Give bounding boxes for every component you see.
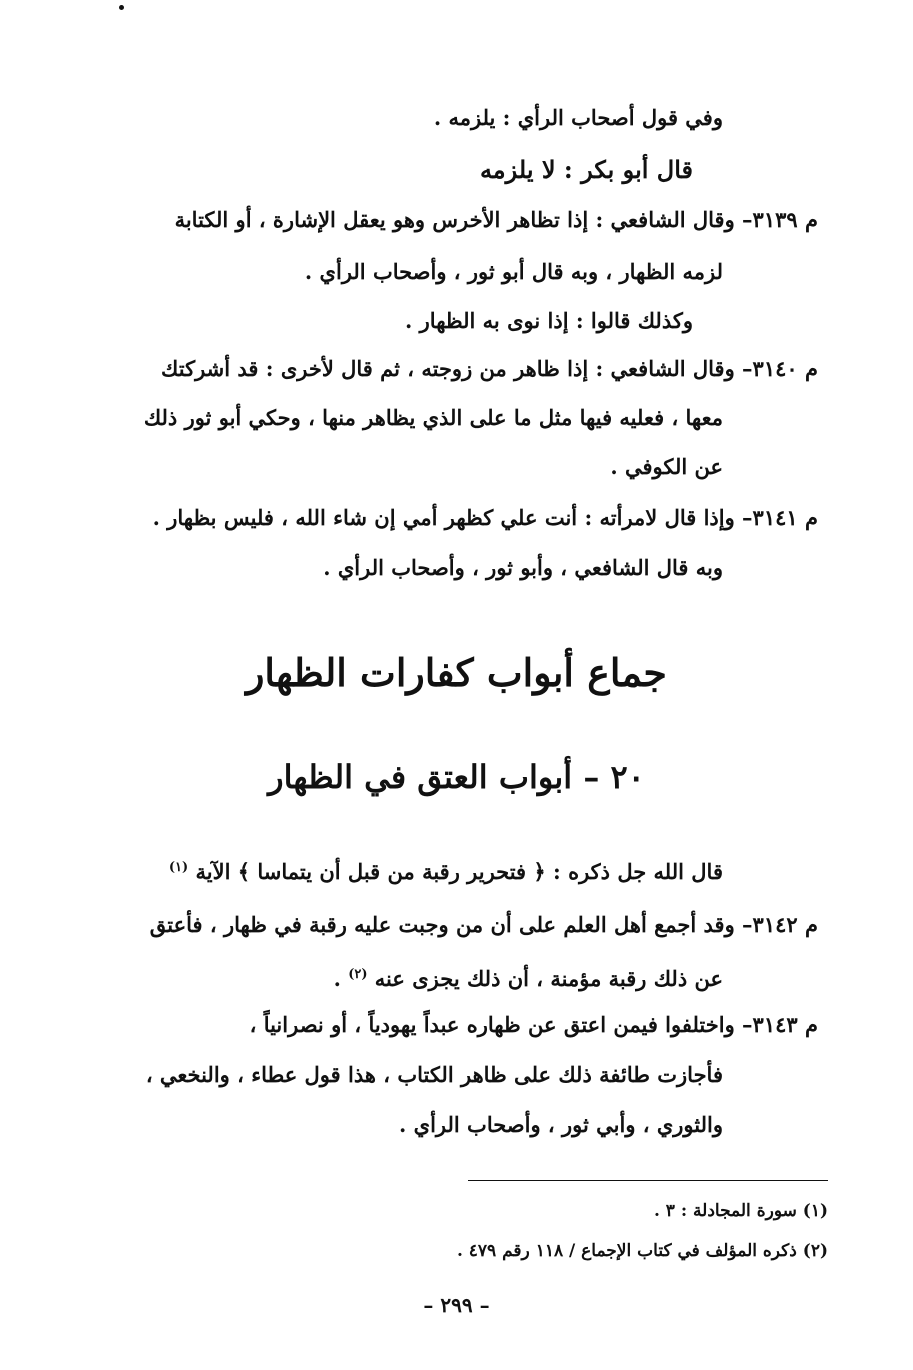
text-line: وكذلك قالوا : إذا نوى به الظهار . — [405, 308, 693, 333]
issue-text: واختلفوا فيمن اعتق عن ظهاره عبداً يهودياً ، أو نصرانياً ، — [249, 1012, 735, 1037]
issue-3142 — [150, 910, 818, 940]
line-text: عن ذلك رقبة مؤمنة ، أن ذلك يجزى عنه — [374, 966, 723, 991]
footnote-separator — [468, 1180, 828, 1181]
page-mark — [119, 5, 124, 10]
issue-text: وقال الشافعي : إذا ظاهر من زوجته ، ثم قال لأخرى : قد أشركتك — [161, 356, 735, 381]
text-line: لزمه الظهار ، وبه قال أبو ثور ، وأصحاب الرأي . — [304, 259, 723, 284]
footnote-1 — [654, 1198, 828, 1224]
page-number: – ٢٩٩ – — [423, 1293, 490, 1317]
text-line: عن الكوفي . — [610, 454, 723, 479]
issue-number: م ٣١٤٠– — [742, 356, 818, 381]
text-line: وبه قال الشافعي ، وأبو ثور ، وأصحاب الرأي . — [323, 555, 723, 580]
text-line: وفي قول أصحاب الرأي : يلزمه . — [433, 105, 723, 130]
issue-text: وقال الشافعي : إذا تظاهر الأخرس وهو يعقل الإشارة ، أو الكتابة — [174, 207, 735, 232]
footnote-mark: (١) — [802, 1201, 828, 1221]
footnote-text: ذكره المؤلف في كتاب الإجماع / ١١٨ رقم ٤٧٩ . — [456, 1241, 797, 1261]
text-line: والثوري ، وأبي ثور ، وأصحاب الرأي . — [399, 1112, 723, 1137]
issue-3141 — [153, 503, 818, 533]
footnote-2 — [457, 1238, 828, 1264]
issue-3143 — [250, 1010, 818, 1040]
chapter-heading: جماع أبواب كفارات الظهار — [246, 650, 667, 695]
issue-text: وقد أجمع أهل العلم على أن من وجبت عليه رقبة في ظهار ، فأعتق — [149, 912, 735, 937]
issue-3140 — [161, 354, 818, 384]
citation-intro: قال الله جل ذكره : — [553, 859, 723, 884]
issue-number: م ٣١٤٣– — [742, 1012, 818, 1037]
citation-after: الآية — [195, 859, 231, 884]
footnote-ref: (١) — [168, 860, 189, 875]
issue-number: م ٣١٤٢– — [742, 912, 818, 937]
author-remark: قال أبو بكر : لا يلزمه — [479, 155, 693, 184]
text-line: معها ، فعليه فيها مثل ما على الذي يظاهر منها ، وحكي أبو ثور ذلك — [143, 405, 723, 430]
section-heading: ٢٠ – أبواب العتق في الظهار — [268, 758, 645, 796]
issue-number: م ٣١٤١– — [742, 505, 818, 530]
quran-verse: ﴿ فتحرير رقبة من قبل أن يتماسا ﴾ — [237, 859, 546, 884]
footnote-ref: (٢) — [348, 967, 368, 982]
issue-number: م ٣١٣٩– — [742, 207, 818, 232]
issue-3139 — [175, 205, 818, 235]
footnote-text: سورة المجادلة : ٣ . — [653, 1201, 797, 1221]
text-line: عن ذلك رقبة مؤمنة ، أن ذلك يجزى عنه $^{(٢)}$ . — [333, 966, 723, 991]
footnote-mark: (٢) — [802, 1241, 828, 1261]
issue-text: وإذا قال لامرأته : أنت علي كظهر أمي إن شاء الله ، فليس بظهار . — [152, 505, 735, 530]
quran-citation-line — [169, 853, 723, 887]
text-line: فأجازت طائفة ذلك على ظاهر الكتاب ، هذا قول عطاء ، والنخعي ، — [145, 1062, 723, 1087]
